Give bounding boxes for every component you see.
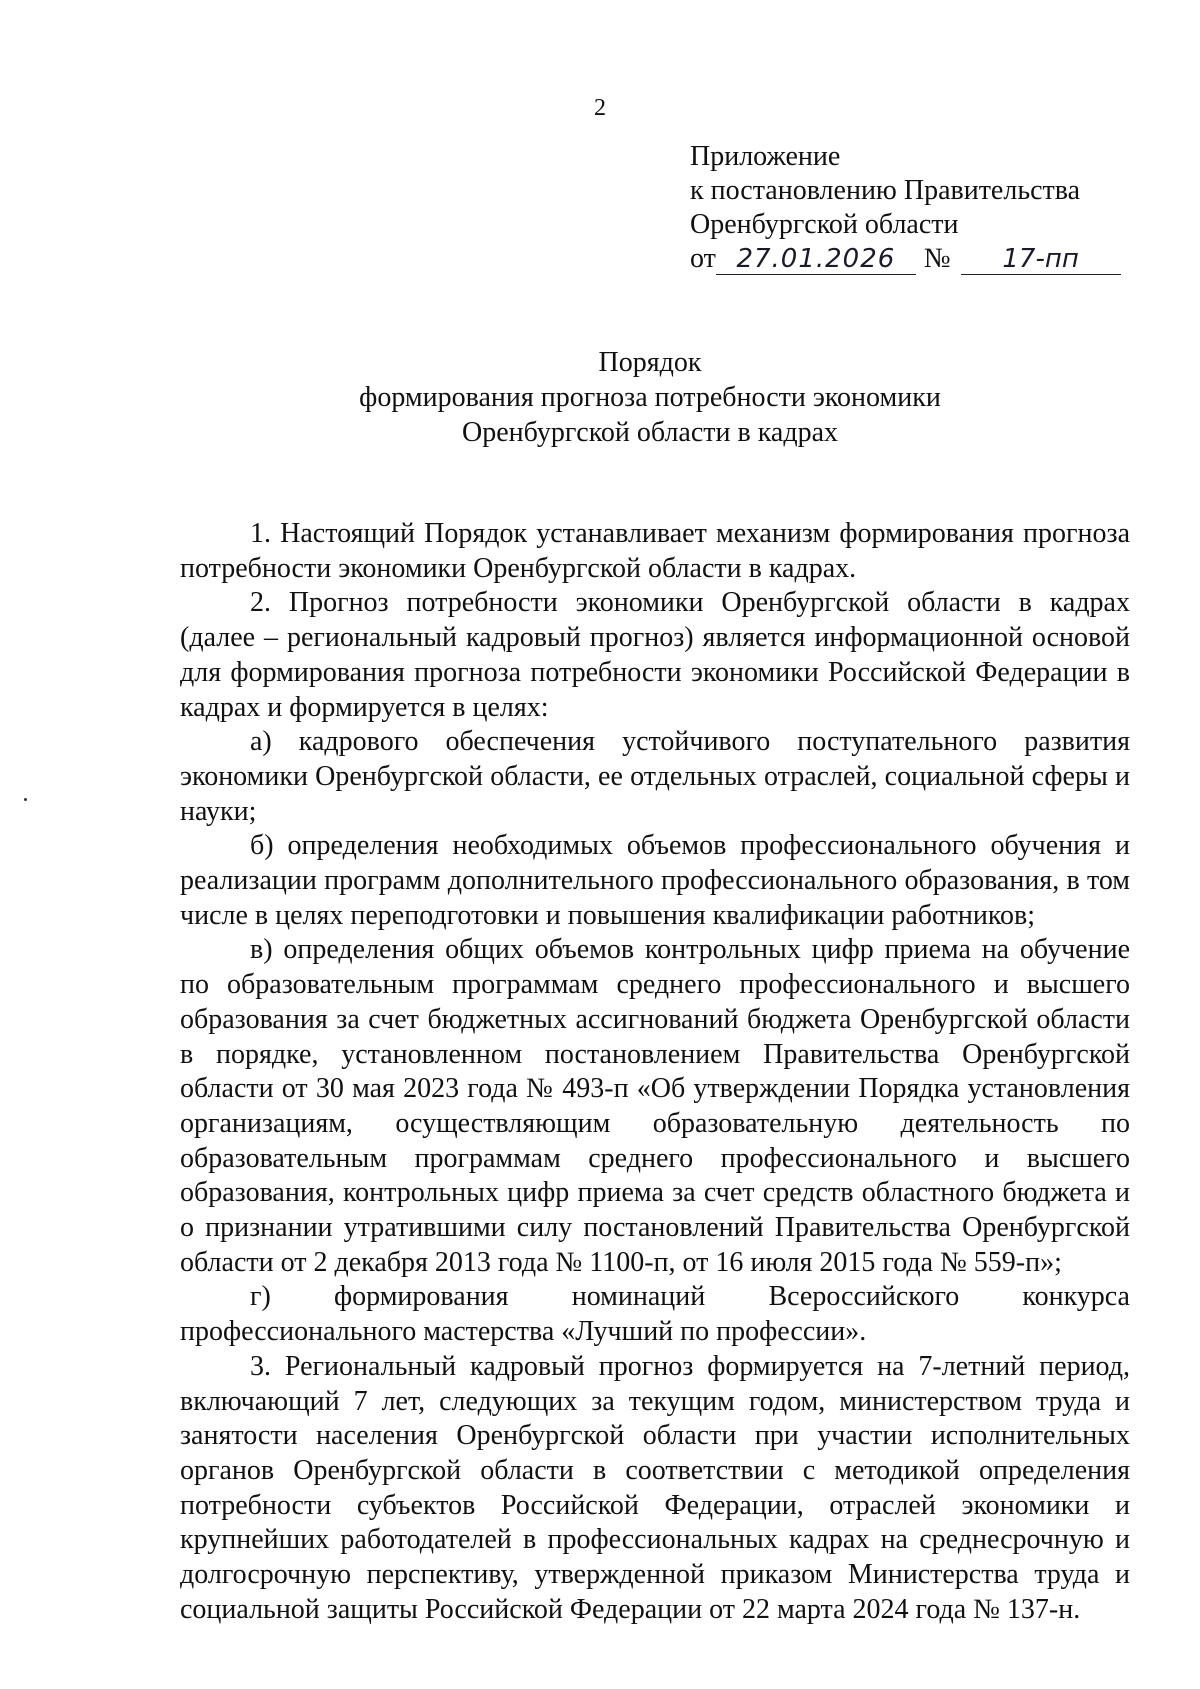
from-label: от [690, 243, 716, 274]
appendix-region-line: Оренбургской области [690, 209, 959, 240]
title-line-3: Оренбургской области в кадрах [462, 417, 838, 448]
paragraph-2g: г) формирования номинаций Всероссийского конкурса профессионального мастерства «Лучший по профессии». [180, 1281, 1130, 1348]
appendix-title: Приложение [690, 141, 841, 172]
document-title [0, 345, 1200, 450]
number-sign: № [923, 243, 951, 274]
paragraph-2: 2. Прогноз потребности экономики Оренбургской области в кадрах (далее – региональный кадровый прогноз) является информационной основой для формирования прогноза потребности экономики Российской Федерации в кадрах и формируется в целях: [180, 587, 1130, 723]
document-body [180, 517, 1130, 1628]
paragraph-2v: в) определения общих объемов контрольных цифр приема на обучение по образовательным программам среднего профессионального и высшего образования за счет бюджетных ассигнований бюджета Оренбургской области в порядке, установленном постановлением Правительства Оренбургской области от 30 мая 2023 года № 493-п «Об утверждении Порядка установления организациям, осуществляющим образовательную деятельность по образовательным программам среднего профессионального и высшего образования, контрольных цифр приема за счет средств областного бюджета и о признании утратившими силу постановлений Правительства Оренбургской области от 2 декабря 2013 года № 1100-п, от 16 июля 2015 года № 559-п»; [180, 934, 1130, 1278]
handwritten-date: 27.01.2026 [716, 244, 916, 275]
paragraph-1: 1. Настоящий Порядок устанавливает механизм формирования прогноза потребности экономики Оренбургской области в кадрах. [180, 518, 1130, 584]
appendix-resolution-line: к постановлению Правительства [690, 175, 1081, 206]
handwritten-number: 17-пп [961, 244, 1121, 275]
title-line-2: формирования прогноза потребности экономики [359, 382, 941, 413]
page-number: 2 [594, 95, 606, 121]
appendix-block [690, 140, 1121, 276]
title-line-1: Порядок [598, 347, 702, 378]
paragraph-3: 3. Региональный кадровый прогноз формируется на 7-летний период, включающий 7 лет, следующих за текущим годом, министерством труда и занятости населения Оренбургской области при участии исполнительных органов Оренбургской области в соответствии с методикой определения потребности субъектов Российской Федерации, отраслей экономики и крупнейших работодателей в профессиональных кадрах на среднесрочную и долгосрочную перспективу, утвержденной приказом Министерства труда и социальной защиты Российской Федерации от 22 марта 2024 года № 137-н. [180, 1350, 1130, 1625]
scan-speck [24, 798, 27, 801]
paragraph-2b: б) определения необходимых объемов профессионального обучения и реализации программ дополнительного профессионального образования, в том числе в целях переподготовки и повышения квалификации работников; [180, 830, 1130, 931]
paragraph-2a: а) кадрового обеспечения устойчивого поступательного развития экономики Оренбургской области, ее отдельных отраслей, социальной сферы и науки; [180, 726, 1130, 827]
appendix-date-number-line [690, 242, 1121, 276]
